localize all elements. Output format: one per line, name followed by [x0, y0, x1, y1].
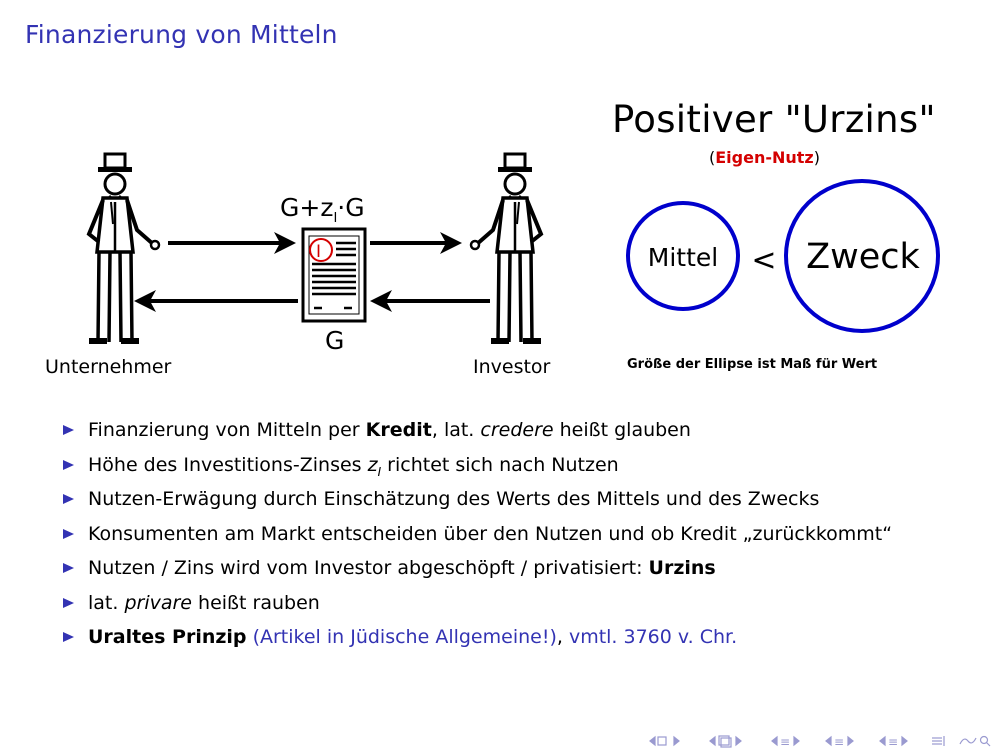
formula-sub: I [333, 211, 338, 226]
contract-document-icon [303, 229, 365, 321]
bullet-bold: Kredit [365, 419, 432, 441]
bullet-italic: privare [124, 591, 192, 614]
eigen-nutz-text: Eigen-Nutz [715, 148, 814, 167]
bullet-list [63, 416, 892, 658]
bullet-item [63, 554, 892, 589]
label-unternehmer: Unternehmer [45, 356, 172, 378]
bullet-text: Höhe des Investitions-Zinses [88, 453, 368, 476]
bullet-text: Nutzen-Erwägung durch Einschätzung des Werts des Mittels und des Zwecks [88, 488, 820, 510]
bullet-italic: z [367, 453, 378, 476]
bullet-triangle-icon [63, 632, 74, 642]
bullet-item [63, 520, 892, 555]
bullet-date: vmtl. 3760 v. Chr. [562, 626, 738, 648]
bullet-text: heißt rauben [192, 591, 320, 614]
beamer-navigation [648, 734, 998, 748]
urzins-title: Positiver "Urzins" [612, 98, 936, 141]
g-label: G [325, 326, 345, 355]
eigen-close: ) [813, 148, 820, 167]
formula-rest: ·G [337, 193, 365, 222]
nav-align-icon[interactable] [932, 736, 944, 746]
nav-left-icon[interactable] [650, 737, 679, 745]
small-circle-label: Mittel [647, 243, 719, 272]
bullet-subscript: I [377, 464, 382, 479]
bullet-text: , lat. [431, 419, 481, 441]
bullet-item [63, 451, 892, 486]
bullet-item [63, 623, 892, 658]
bullet-triangle-icon [63, 494, 74, 504]
bullet-bold: Uraltes Prinzip [88, 626, 247, 648]
nav-subsection-icon[interactable] [880, 735, 907, 748]
bullet-text: Finanzierung von Mitteln per [88, 419, 366, 441]
entrepreneur-figure [89, 154, 159, 344]
bullet-triangle-icon [63, 425, 74, 435]
investor-figure [471, 154, 541, 344]
frame-title: Finanzierung von Mitteln [25, 20, 338, 49]
bullet-item [63, 589, 892, 624]
bullet-triangle-icon [63, 563, 74, 573]
formula-top: G+z [280, 193, 334, 222]
eigen-open: ( [709, 148, 716, 167]
bullet-text: lat. [88, 591, 125, 614]
bullet-text: Konsumenten am Markt entscheiden über den Nutzen und ob Kredit „zurückkommt“ [88, 522, 893, 545]
bullet-text: , [556, 626, 563, 648]
bullet-item [63, 416, 892, 451]
ellipse-caption: Größe der Ellipse ist Maß für Wert [627, 357, 878, 372]
bullet-triangle-icon [63, 460, 74, 470]
bullet-item [63, 485, 892, 520]
bullet-text: heißt glauben [553, 419, 691, 441]
big-circle-label: Zweck [806, 237, 920, 277]
bullet-triangle-icon [63, 598, 74, 608]
bullet-triangle-icon [63, 529, 74, 539]
nav-search-icon[interactable] [960, 737, 990, 747]
bullet-text: richtet sich nach Nutzen [381, 453, 619, 476]
eigen-nutz-label [709, 148, 820, 167]
article-link[interactable]: (Artikel in Jüdische Allgemeine!) [246, 626, 557, 648]
formula-label [280, 193, 365, 226]
nav-frame-icon[interactable] [710, 736, 741, 747]
bullet-text: Nutzen / Zins wird vom Investor abgeschöpft / privatisiert: [88, 557, 649, 579]
label-investor: Investor [473, 356, 551, 378]
svg-text:≡: ≡ [888, 735, 900, 748]
svg-text:≡: ≡ [834, 735, 846, 748]
bullet-italic: credere [480, 419, 554, 441]
less-than-sign: < [751, 243, 777, 278]
doc-mark: I [316, 242, 322, 262]
svg-text:≡: ≡ [780, 735, 792, 748]
bullet-bold: Urzins [648, 557, 716, 579]
nav-section-icon[interactable] [826, 735, 853, 748]
nav-right-icon[interactable] [772, 735, 799, 748]
